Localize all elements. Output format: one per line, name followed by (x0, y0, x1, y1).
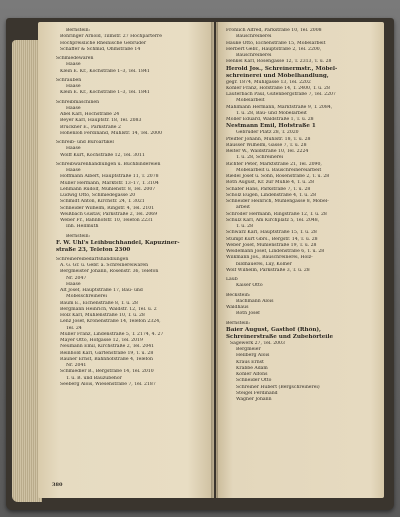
directory-line: Schulz Karl, Am Kirchplatz 5, Tel. 2048, (226, 217, 320, 223)
directory-line: Baum E., Eichenstraße 8, T. u. 28 (60, 300, 138, 306)
entry-heading: Herold Jos., Schreinermstr., Möbel- (226, 65, 338, 72)
entry-heading: schreinerei und Möbelhandlung, (226, 72, 329, 79)
directory-line: Reinhold Karl, Gartenstraße 19, T. u. 28 (60, 350, 154, 356)
directory-line: A. G. Gr. u. Gebr. a. Schreinereiwaren (60, 263, 149, 268)
directory-line: Schreibwarenhandlungen u. Buchbindereien (56, 161, 161, 167)
directory-line: Möbelschreinerei (66, 294, 107, 300)
entry-heading: Schreinerstraße und Zubehörteile (226, 333, 334, 340)
directory-line: Klein E. Kr., Kochstraße 1–3, Tel. 1841 (60, 90, 150, 96)
directory-line: Hochpreisliche Rheinische Gebrüder (60, 40, 147, 46)
directory-line: Wolff Kurt, Kochstraße 12, Tel. 3011 (60, 152, 145, 158)
directory-line: Schröder Hermann, Ringstraße 12, T. u. 28 (226, 211, 327, 217)
left-page (38, 22, 214, 498)
right-page (216, 22, 384, 498)
directory-line: Roth August, Kr. zur Mühle 4, T. u. 28 (226, 180, 315, 186)
directory-line: Steigel Ferdinand (236, 390, 278, 396)
directory-line: Weißbach Gustav, Parkstraße 2, Tel. 2069 (60, 211, 158, 217)
directory-line: Alt Josef, Hauptstraße 17, Bau- und (60, 288, 143, 293)
directory-line: gegr. 1874, Mühlgasse 13, Tel. 2202 (226, 79, 311, 85)
directory-line: Rauner Ernst, Bahnhofstraße 4, Telefon (60, 356, 153, 362)
directory-line: Haase (66, 281, 81, 287)
directory-line: Bauschreinerei (236, 53, 272, 58)
directory-line: Bauschreinerei (236, 34, 272, 40)
directory-line: Gebrüder Platz 28, T. 2020 (236, 130, 299, 136)
directory-line: Bergmeister Johann, Rosenstr. 36, Telefon (60, 269, 159, 275)
left-page-column (56, 28, 208, 388)
entry-heading: straße 23, Telefon 2300 (56, 246, 131, 253)
directory-line: Schneider Wilhelm, Ringstr. 4, Tel. 2101 (60, 205, 155, 211)
directory-line: Reiter W., Waldstraße 10, Tel. 2224 (226, 149, 309, 154)
directory-line: Schmiedewaren (56, 56, 94, 61)
directory-line: Schneider Otto (236, 378, 272, 384)
directory-line: Köhler Franz, Hofstraße 14, T. 2400, T. u. 28 (226, 85, 330, 91)
directory-line: Bernstein: (66, 28, 91, 33)
directory-line: Bergmann Heinrich, Waldstr. 12, Tel. u. 2 (60, 306, 157, 312)
directory-line: T. u. B. und Bauzubehör (66, 375, 122, 381)
directory-line: Weidemann Josef, Lindenstraße 6, T. u. 28 (226, 249, 325, 254)
directory-line: Schreibmaschinen (56, 99, 100, 105)
directory-line: Schneider Heinrich, Mühlengasse 8, Möbel- (226, 199, 329, 204)
directory-line: Weber Josef, Mühlenstraße 19, T. u. 28 (226, 242, 317, 248)
directory-line: T. u. 28, Bau- und Möbelarbeit (236, 110, 307, 116)
directory-line: Lenz Josef, Kronenstraße 14, Telefon 2324, (60, 319, 161, 325)
directory-line: Pfeiffer Johann, Mühlstr. 18, T. u. 28 (226, 136, 311, 142)
directory-line: Nr. 2041 (66, 363, 87, 368)
entry-heading: Nestmann Emil, Hofstraße 1 (226, 123, 316, 130)
directory-line: Fröhlich Alfred, Parkstraße 10, Tel. 2008 (226, 28, 322, 33)
directory-line: Müller Hermann, Marktstr. 13–17, T. 3104 (60, 180, 159, 186)
directory-line: Bergmeier (236, 347, 261, 352)
directory-line: Schmidt Anton, Kirchstr. 24, T. 3021 (60, 199, 145, 205)
directory-line: T. u. 28, Schreinerei (236, 155, 284, 161)
directory-line: Schreiner Hubert (Bergschreinerei) (236, 384, 320, 390)
directory-line: Tel. 24 (66, 325, 82, 331)
directory-line: Schäfer Hans, Parkstraße 7, T. u. 28 (226, 186, 311, 192)
directory-line: Herbert Gebr., Hauptstraße 2, Tel. 2200, (226, 46, 322, 52)
directory-line: Neumann Emil, Kirchstraße 2, Tel. 2041 (60, 344, 155, 350)
directory-line: Abel Karl, Hochstraße 24 (60, 112, 120, 117)
directory-line: Waldhaus (226, 305, 249, 310)
entry-heading: F. W. Uhl's Leihbuchhandel, Kapuziner- (56, 239, 180, 246)
directory-line: Möbelarbeit u. Bauschreinereiarbeit (236, 167, 322, 173)
directory-line: Hoffmann Albert, Hauptstraße 11, T. 2078 (60, 174, 159, 180)
directory-line: Möller Eduard, Waldstraße 1, T. u. 28 (226, 117, 314, 122)
directory-line: Krabbe Adam (236, 365, 268, 371)
directory-line: Mahlmann Hermann, Marktstraße 9, T. 2084, (226, 104, 333, 110)
directory-line: Richter Peter, Marktstraße 21, Tel. 2090, (226, 161, 322, 167)
directory-line: Schmiedler B., Bergstraße 14, Tel. 2010 (60, 369, 154, 375)
directory-line: Hellberg Alois (236, 353, 270, 359)
directory-line: Haase (66, 146, 81, 152)
directory-line: Stumpf Kurt Gbrs., Bergstr. 14, T. u. 28 (226, 236, 318, 242)
directory-line: Beyer Karl, Hauptstr. 18, Tel. 2083 (60, 118, 142, 124)
directory-line: Henkel Karl, Rosengasse 12, T. 2313, T. u. 28 (226, 59, 332, 65)
directory-line: Müller Franz, Lindenstraße 5, T. 2174, 4. 27 (60, 331, 164, 337)
directory-line: Beckstein: (226, 292, 251, 298)
directory-line: Haase (66, 168, 81, 173)
directory-line: Wilkmann Jos., Bauschreinerei, Holz- (226, 255, 313, 261)
directory-line: Rausser Wilhelm, Gasse 7, T. u. 28 (226, 142, 307, 148)
directory-line: Riedel Josef u. Sohn, Rosenstraße 2, T. u. 28 (226, 174, 330, 179)
directory-line: Lehmann Rudolf, Mühlenstr. 8, Tel. 2007 (60, 186, 156, 192)
directory-line: Haase (66, 84, 81, 89)
directory-line: Roth Josef (236, 311, 260, 317)
right-page-column (226, 28, 376, 403)
directory-line: Mayer Otto, Hofgasse 12, Tel. 2019 (60, 338, 143, 343)
directory-line: Schreib- und Büroartikel (56, 140, 114, 145)
directory-line: arbeit (236, 205, 250, 211)
directory-line: Schwarz Karl, Hauptstraße 15, T. u. 28 (226, 230, 317, 236)
directory-line: Wolf Wilhelm, Parkstraße 3, T. u. 28 (226, 267, 310, 273)
directory-line: Köhler Alfons (236, 372, 268, 377)
directory-line: Hohenloh Ferdinand, Mühlstr. 14, Tel. 2000 (60, 130, 163, 136)
directory-line: Schrauben (56, 77, 82, 83)
directory-line: bildhauerei, Luy, Kölner (236, 261, 292, 267)
directory-line: Sägewerk 27, Tel. 2003 (230, 340, 285, 346)
directory-line: Bernstein: (66, 233, 91, 239)
directory-line: Kaiser Otto (236, 283, 263, 289)
directory-line: Ludwig Otto, Schmiedegasse 20 (60, 193, 136, 198)
entry-heading: Baier August, Gasthof (Rhön), (226, 326, 321, 333)
directory-line: Brückner E., Parkstraße 2 (60, 124, 121, 130)
directory-line: Schreinereibedarfshandlungen (56, 256, 129, 262)
page-number: 380 (52, 482, 63, 488)
directory-line: Böhringer Arnold, Tilmstr. 27 Hochparterre (60, 34, 162, 40)
directory-line: Möbelarbeit (236, 98, 265, 104)
directory-line: Hauke Otto, Eichenstraße 15, Möbelarbeit (226, 40, 326, 46)
directory-line: Klein E. Kr., Kochstraße 1–3, Tel. 1841 (60, 68, 150, 74)
directory-line: T. u. 28 (236, 224, 254, 229)
directory-line: Inh. Hellmuth (66, 224, 99, 230)
directory-line: Wagner Johann (236, 397, 272, 402)
directory-line: Lauterbach Paul, Gutenbergstraße 7, Tel. 2207 (226, 92, 336, 97)
directory-line: Haase (66, 105, 81, 111)
directory-line: Kraus Ernst (236, 359, 264, 365)
directory-line: Bernstein: (226, 320, 251, 326)
directory-line: Schäffer & Schmid, Ohmstraße 14 (60, 46, 141, 52)
directory-line: Laub (226, 277, 238, 282)
directory-line: Holz Karl, Mühlenstraße 10, T. u. 28 (60, 313, 145, 318)
directory-line: Bachmann Alois (236, 298, 274, 304)
book-gutter (211, 22, 218, 498)
directory-line: Haase (66, 62, 81, 68)
directory-line: Weber Fr., Bahnhofstr. 10, Telefon 2231 (60, 218, 153, 223)
directory-line: Seeberg Alois, Wiesenstraße 7, Tel. 2187 (60, 381, 156, 387)
directory-line: Scholz Eugen, Lindenstraße 4, T. u. 28 (226, 192, 317, 198)
directory-line: Nr. 2047 (66, 275, 87, 281)
